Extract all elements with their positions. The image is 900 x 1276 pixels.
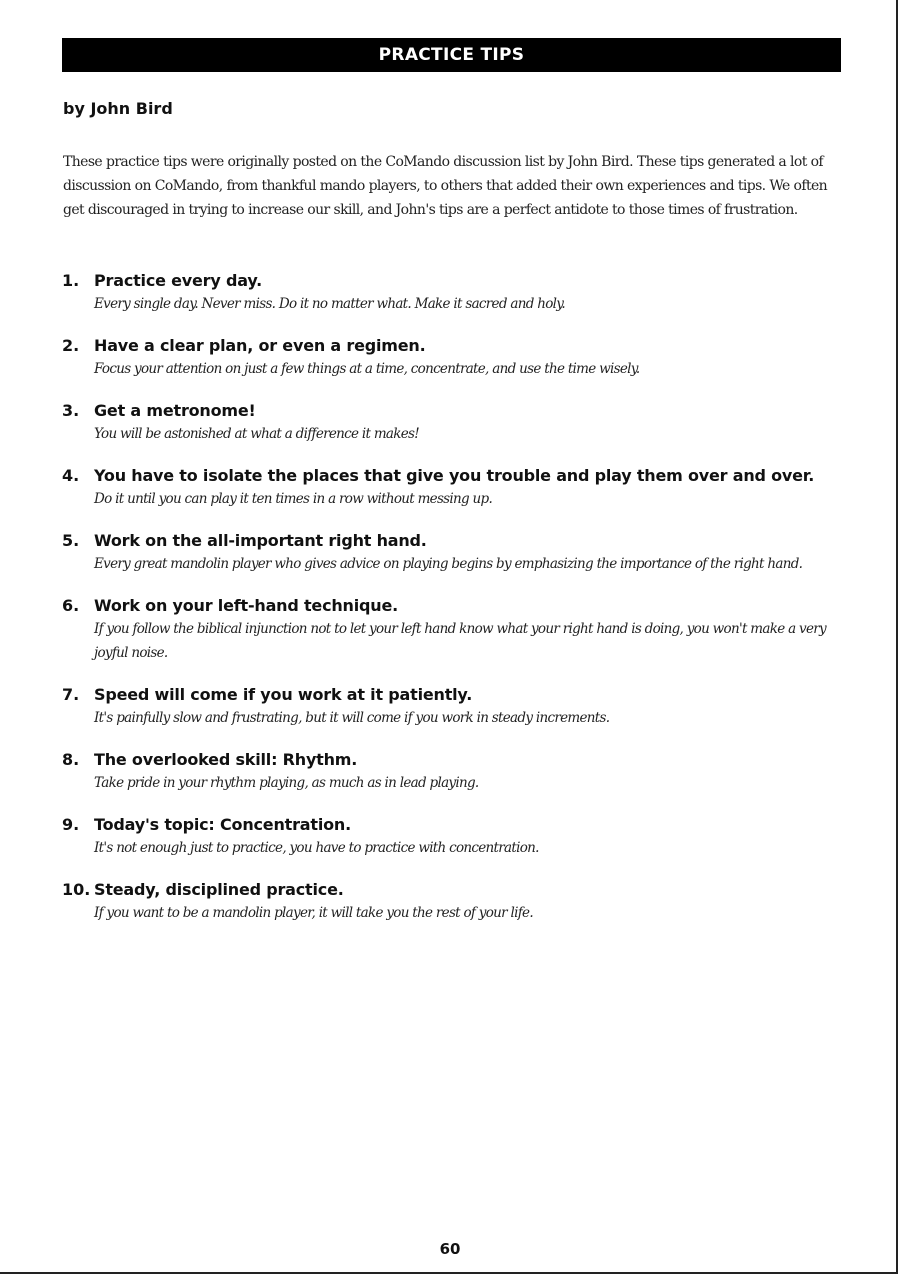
tip-title: Get a metronome! (94, 401, 256, 420)
tip-title: Steady, disciplined practice. (94, 880, 344, 899)
tip-item (62, 879, 852, 925)
page-title-bar (62, 38, 841, 72)
tip-description: Every single day. Never miss. Do it no matter what. Make it sacred and holy. (94, 296, 565, 312)
tip-number: 8. (62, 750, 80, 769)
tip-description: If you follow the biblical injunction not to let your left hand know what your right hand is doing, you won't make a very joyful noise. (94, 621, 826, 661)
tip-description: Focus your attention on just a few things at a time, concentrate, and use the time wisely. (94, 361, 640, 377)
tip-description: If you want to be a mandolin player, it will take you the rest of your life. (94, 905, 533, 921)
intro-paragraph: These practice tips were originally posted on the CoMando discussion list by John Bird. These tips generated a lot of discussion on CoMando, from thankful mando players, to others that added their own experiences and tips. We often get discouraged in trying to increase our skill, and John's tips are a perfect antidote to those times of frustration. (63, 154, 828, 218)
tip-title: You have to isolate the places that give you trouble and play them over and over. (94, 466, 815, 485)
tip-item (62, 749, 852, 795)
page-number: 60 (439, 1240, 461, 1258)
tip-title: Today's topic: Concentration. (94, 815, 351, 834)
tip-title: Practice every day. (94, 271, 262, 290)
tip-description: It's painfully slow and frustrating, but it will come if you work in steady increments. (94, 710, 610, 726)
tip-number: 10. (62, 880, 91, 899)
tip-number: 2. (62, 336, 80, 355)
tip-item (62, 400, 852, 446)
tip-description: Do it until you can play it ten times in a row without messing up. (94, 491, 493, 507)
tip-item (62, 270, 852, 316)
tip-title: Work on your left-hand technique. (94, 596, 399, 615)
tip-item (62, 465, 852, 511)
tip-number: 9. (62, 815, 80, 834)
tip-item (62, 684, 852, 730)
tip-title: Speed will come if you work at it patiently. (94, 685, 473, 704)
tip-number: 5. (62, 531, 80, 550)
tip-title: Have a clear plan, or even a regimen. (94, 336, 426, 355)
tip-number: 6. (62, 596, 80, 615)
tip-number: 4. (62, 466, 80, 485)
tip-description: Every great mandolin player who gives advice on playing begins by emphasizing the importance of the right hand. (94, 556, 803, 572)
tip-item (62, 530, 852, 576)
tip-title: The overlooked skill: Rhythm. (94, 750, 358, 769)
tip-number: 1. (62, 271, 80, 290)
tip-item (62, 335, 852, 381)
tips-list (62, 270, 852, 944)
tip-description: You will be astonished at what a difference it makes! (94, 426, 420, 442)
tip-number: 3. (62, 401, 80, 420)
tip-item (62, 595, 852, 665)
tip-item (62, 814, 852, 860)
tip-description: It's not enough just to practice, you have to practice with concentration. (94, 840, 539, 856)
tip-title: Work on the all-important right hand. (94, 531, 427, 550)
byline: by John Bird (63, 99, 173, 118)
page-title: PRACTICE TIPS (378, 45, 525, 65)
tip-description: Take pride in your rhythm playing, as much as in lead playing. (94, 775, 479, 791)
tip-number: 7. (62, 685, 80, 704)
